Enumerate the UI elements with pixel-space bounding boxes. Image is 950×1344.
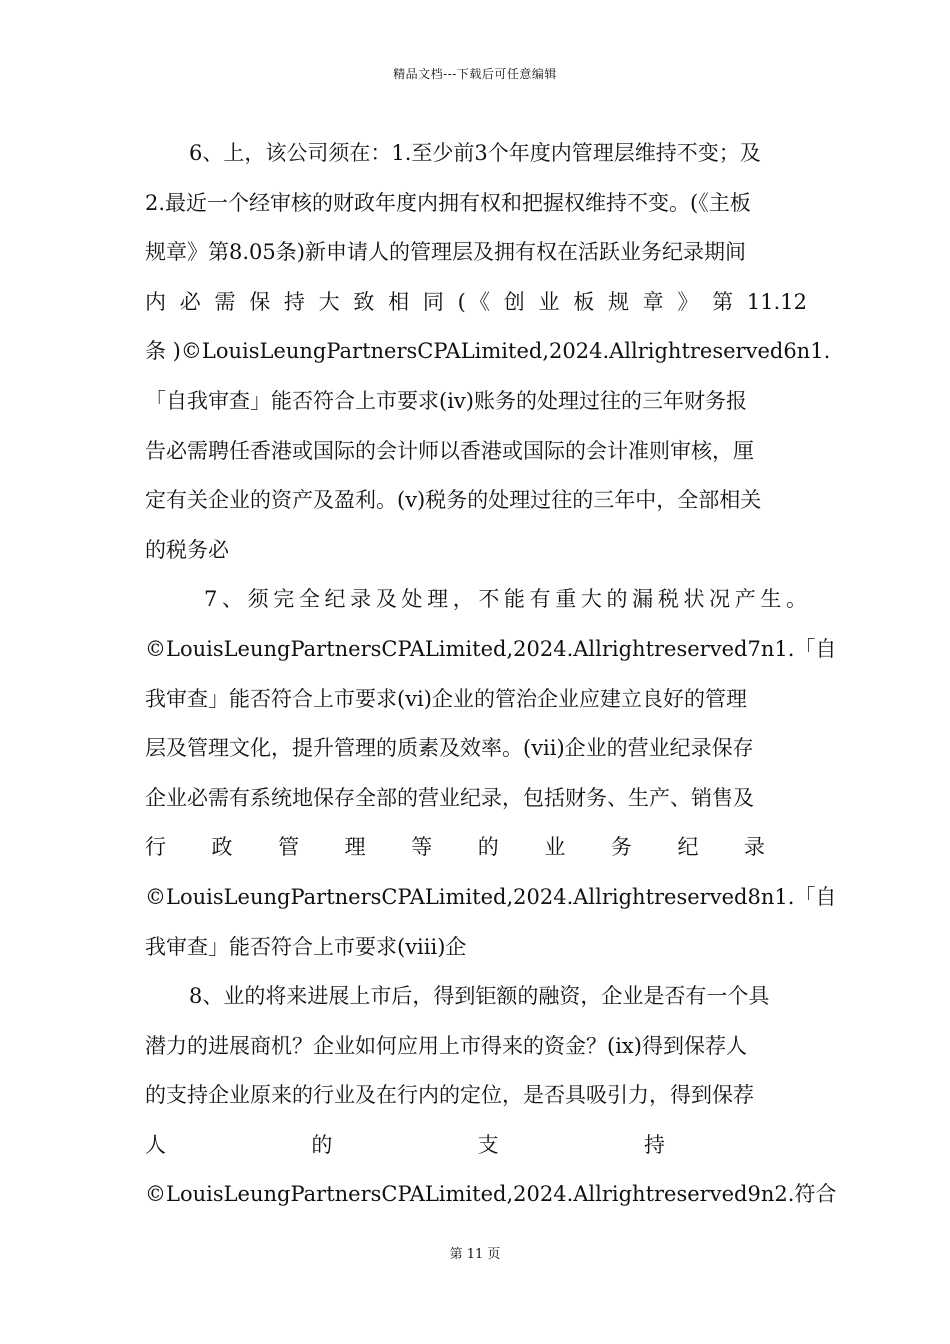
text-line: 8、业的将来进展上市后，得到钜额的融资，企业是否有一个具 (189, 984, 770, 1009)
text-line: 企业必需有系统地保存全部的营业纪录，包括财务、生产、销售及 (145, 785, 754, 810)
page-number: 第 11 页 (449, 1247, 501, 1262)
text-line: ©LouisLeungPartnersCPALimited,2024.Allrightreserved7n1.「自 (145, 636, 837, 661)
text-line: 6、上，该公司须在：1.至少前3个年度内管理层维持不变；及 (189, 141, 761, 165)
page-header: 精品文档---下载后可任意编辑 (393, 67, 557, 81)
text-line: 定有关企业的资产及盈利。(v)税务的处理过往的三年中，全部相关 (145, 488, 762, 513)
text-line: 内必需保持大致相同(《创业板规章》第11.12 (145, 289, 807, 314)
text-line: ©LouisLeungPartnersCPALimited,2024.Allrightreserved8n1.「自 (145, 884, 837, 909)
text-line: 我审查」能否符合上市要求(viii)企 (145, 934, 467, 959)
text-line: 层及管理文化，提升管理的质素及效率。(vii)企业的营业纪录保存 (145, 736, 754, 761)
document-body (145, 131, 837, 1222)
text-line: 潜力的进展商机？企业如何应用上市得来的资金？(ix)得到保荐人 (145, 1033, 747, 1058)
text-line: ©LouisLeungPartnersCPALimited,2024.Allrightreserved9n2.符合 (145, 1182, 837, 1207)
text-line: 行政管理等的业务纪录 (145, 835, 765, 860)
text-line: 7、须完全纪录及处理，不能有重大的漏税状况产生。 (204, 587, 807, 612)
text-line: 的支持企业原来的行业及在行内的定位，是否具吸引力，得到保荐 (145, 1083, 754, 1108)
text-line: 的税务必 (145, 537, 229, 562)
text-line: 人的支持 (145, 1132, 665, 1157)
text-line: 规章》第8.05条)新申请人的管理层及拥有权在活跃业务纪录期间 (145, 240, 746, 265)
text-line: 「自我审查」能否符合上市要求(iv)账务的处理过往的三年财务报 (145, 388, 747, 413)
text-line: 告必需聘任香港或国际的会计师以香港或国际的会计准则审核，厘 (145, 438, 754, 463)
text-line: 条 )©LouisLeungPartnersCPALimited,2024.Allrightreserved6n1. (145, 339, 831, 364)
text-line: 2.最近一个经审核的财政年度内拥有权和把握权维持不变。(《主板 (145, 190, 751, 215)
text-line: 我审查」能否符合上市要求(vi)企业的管治企业应建立良好的管理 (145, 686, 747, 711)
